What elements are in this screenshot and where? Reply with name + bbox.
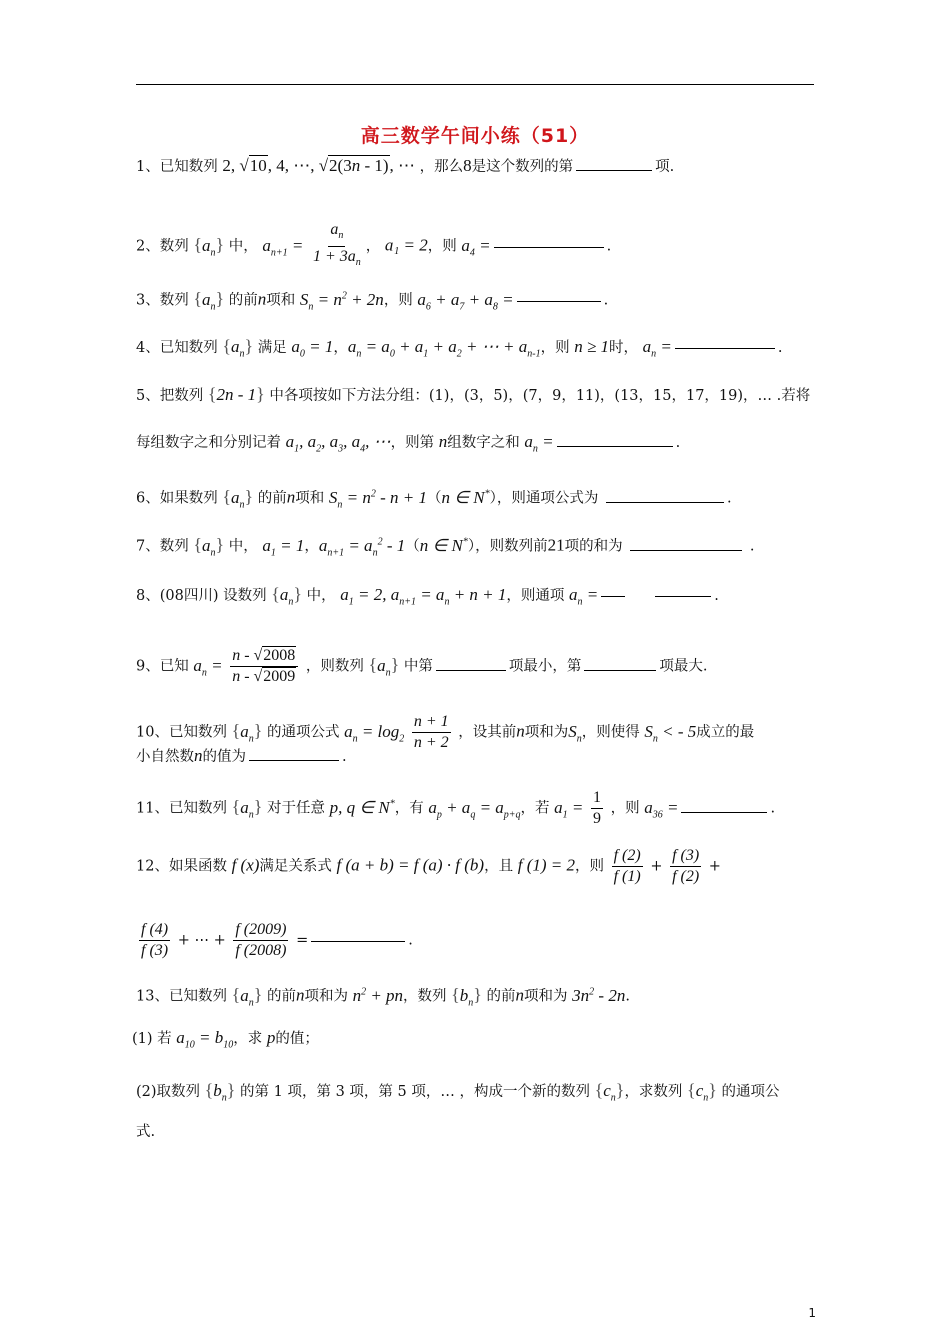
page-title: 高三数学午间小练（51）	[360, 125, 590, 147]
question-13-part-2: (2)取数列 $\{b_n\}$ 的第 1 项，第 3 项，第 5 项，… ，构成一个新的数列 $\{c_n\}$，求数列 $\{c_n\}$ 的通项公	[136, 1080, 780, 1104]
question-6: 6、如果数列 $\{a_n\}$ 的前n项和 $S_n = n^2 - n + 1(n$ ∈ N*），则通项公式为 .	[136, 486, 732, 511]
q10-fraction: $\frac{n + 1}{n + 2}$	[413, 713, 449, 751]
answer-blank[interactable]	[249, 746, 339, 761]
answer-blank[interactable]	[494, 246, 604, 248]
question-10: 10、已知数列 $\{a_n\}$ 的通项公式 $a_n = \log_2$ $\frac{n + 1}{n + 2}$ ，设其前n项和为$S_n$，则使得 $S_n$ < - 5成立的最	[136, 713, 755, 751]
question-13-part-2-line-2: 式.	[136, 1124, 156, 1140]
question-13-part-1: (1) 若 $a_{10} = b_{10}$，求 p的值；	[132, 1028, 319, 1051]
question-1: 1、已知数列 2, √10, 4, ⋯, √2(3n - 1), ⋯ ，那么8是这个数列的第 项.	[136, 156, 675, 175]
q11-fraction: $\frac{1}{9}$	[593, 789, 601, 827]
question-12-line-2: $\frac{f (4)}{f (3)}$ + ⋯ + $\frac{f (2009)}{f (2008)}$ = .	[141, 921, 413, 959]
answer-blank[interactable]	[675, 347, 775, 349]
question-5-line-2: 每组数字之和分别记着 $a_1$, $a_2$, $a_3$, $a_4$, ⋯，则第 n组数字之和 $a_n$ = .	[136, 432, 681, 455]
question-12: 12、如果函数 f (x)满足关系式 f (a + b) = f (a) · f (b)，且 f (1) = 2，则 $\frac{f (2)}{f (1)}$ + $\frac{f (3)}{f (2)}$ +	[136, 847, 721, 885]
answer-blank-min[interactable]	[436, 656, 506, 671]
answer-blank[interactable]	[681, 798, 767, 813]
question-5: 5、把数列 {2n - 1} 中各项按如下方法分组：(1)，(3，5)，(7，9，11)，(13，15，17，19)，… .若将	[136, 384, 811, 404]
answer-blank[interactable]	[630, 536, 742, 551]
q1-sequence: 2, √10, 4, ⋯, √2(3n - 1), ⋯	[222, 156, 416, 175]
q9-fraction: $\frac{n - √2008}{n - √2009}$	[230, 646, 298, 687]
answer-blank[interactable]	[576, 156, 652, 171]
question-11: 11、已知数列 $\{a_n\}$ 对于任意 p, q ∈ N*，有 $a_p + a_q = a_{p+q}$，若 $a_1$ = $\frac{1}{9}$ ，则 $a_{36}$ = .	[136, 789, 776, 827]
answer-blank-max[interactable]	[584, 656, 656, 671]
question-8: 8、(08四川) 设数列 $\{a_n\}$ 中， $a_1 = 2$, $a_{n+1} = a_n + n + 1$，则通项 $a_n$ = .	[136, 584, 719, 608]
question-7: 7、数列 $\{a_n\}$ 中， $a_1 = 1$，$a_{n+1} = a_n^2 - 1(n$ ∈ N*），则数列前21项的和为 .	[136, 534, 755, 559]
answer-blank[interactable]	[655, 595, 711, 597]
question-10-line-2: 小自然数n的值为 .	[136, 746, 347, 765]
answer-blank[interactable]	[606, 488, 724, 503]
answer-blank[interactable]	[557, 432, 673, 447]
question-2: 2、数列 $\{a_n\}$ 中， $a_{n+1}$ = $\frac{a_n}{1 + 3a_n}$ ， a₁ = 2，则 $a_4$ = .	[136, 220, 611, 273]
question-3: 3、数列 $\{a_n\}$ 的前n项和 $S_n = n^2 + 2n$，则 $a_6 + a_7 + a_8$ = .	[136, 288, 609, 313]
q2-fraction: $\frac{a_n}{1 + 3a_n}$	[312, 221, 361, 269]
answer-blank[interactable]	[517, 300, 601, 302]
question-4: 4、已知数列 $\{a_n\}$ 满足 $a_0 = 1$，$a_n = a_0 + a_1 + a_2$ + ⋯ + $a_{n-1}$，则 n ≥ 1时， $a_n$ = .	[136, 336, 783, 360]
header-rule	[136, 84, 814, 85]
question-13: 13、已知数列 $\{a_n\}$ 的前n项和为 $n^2$ + pn，数列 $\{b_n\}$ 的前n项和为 $3n^2 - 2n$.	[136, 984, 630, 1009]
question-9: 9、已知 $a_n$ = $\frac{n - √2008}{n - √2009}$ ，则数列 $\{a_n\}$ 中第 项最小，第 项最大.	[136, 647, 708, 685]
page-number: 1	[808, 1306, 816, 1320]
answer-blank[interactable]	[311, 940, 405, 942]
